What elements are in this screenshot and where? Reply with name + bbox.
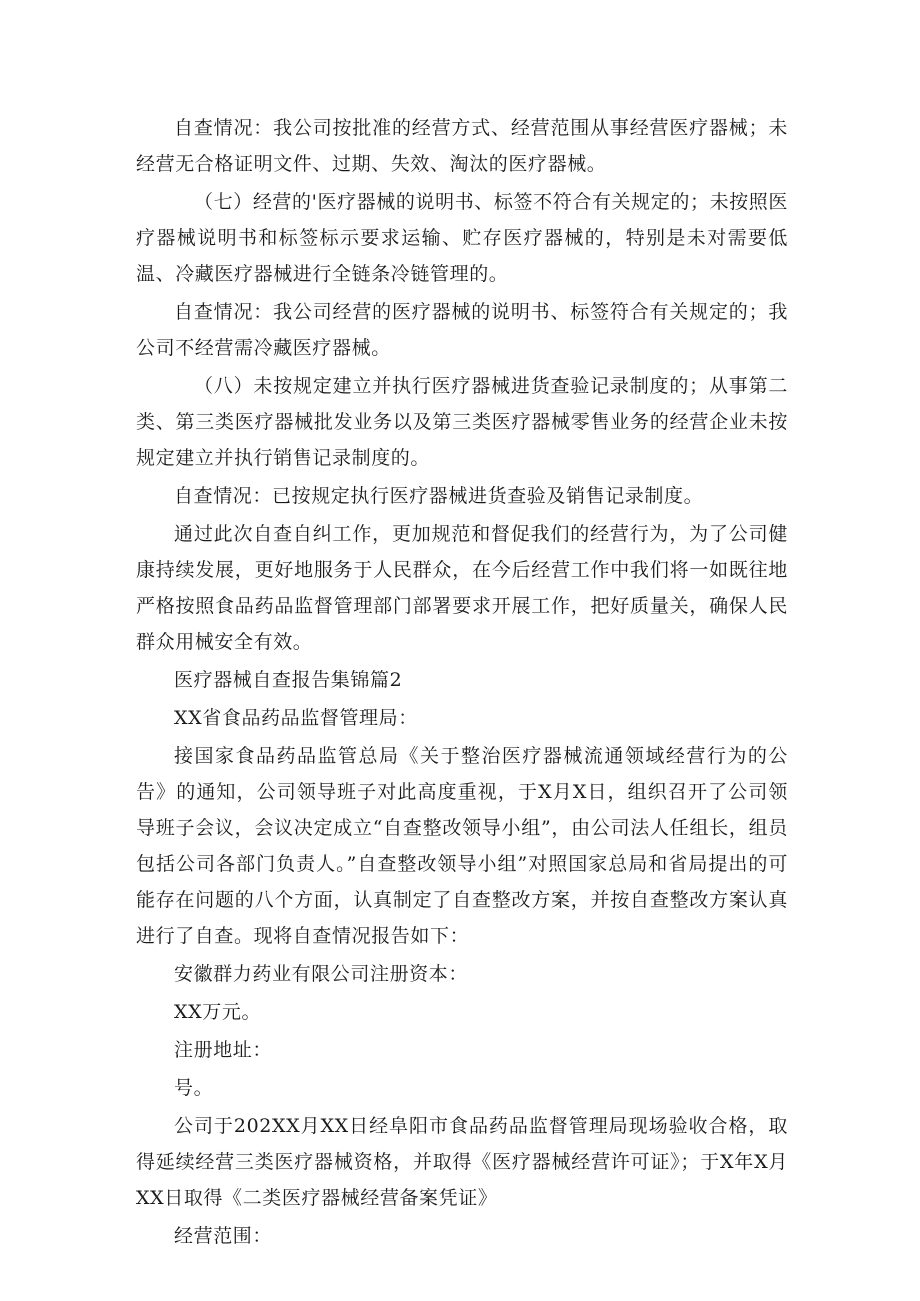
paragraph-self-check-2: 自查情况：我公司经营的医疗器械的说明书、标签符合有关规定的；我公司不经营需冷藏医疗器械。 (136, 301, 788, 359)
document-body (136, 110, 788, 1256)
section-title: 医疗器械自查报告集锦篇2 (174, 669, 403, 691)
paragraph-notice: 接国家食品药品监管总局《关于整治医疗器械流通领域经营行为的公告》的通知，公司领导班子对此高度重视，于X月X日，组织召开了公司领导班子会议，会议决定成立“自查整改领导小组”，由公司法人任组长，组员包括公司各部门负责人。”自查整改领导小组”对照国家总局和省局提出的可能存在问题的八个方面，认真制定了自查整改方案，并按自查整改方案认真进行了自查。现将自查情况报告如下： (136, 745, 788, 947)
paragraph-item-7: （七）经营的'医疗器械的说明书、标签不符合有关规定的；未按照医疗器械说明书和标签标示要求运输、贮存医疗器械的，特别是未对需要低温、冷藏医疗器械进行全链条冷链管理的。 (136, 191, 788, 285)
paragraph-registered-address: 注册地址： (174, 1039, 273, 1061)
paragraph-address-number: 号。 (174, 1077, 214, 1099)
paragraph-self-check-1: 自查情况：我公司按批准的经营方式、经营范围从事经营医疗器械；未经营无合格证明文件、过期、失效、淘汰的医疗器械。 (136, 117, 788, 175)
paragraph-conclusion: 通过此次自查自纠工作，更加规范和督促我们的经营行为，为了公司健康持续发展，更好地服务于人民群众，在今后经营工作中我们将一如既往地严格按照食品药品监督管理部门部署要求开展工作，把好质量关，确保人民群众用械安全有效。 (136, 523, 788, 653)
paragraph-item-8: （八）未按规定建立并执行医疗器械进货查验记录制度的；从事第二类、第三类医疗器械批发业务以及第三类医疗器械零售业务的经营企业未按规定建立并执行销售记录制度的。 (136, 375, 788, 469)
paragraph-license: 公司于202XX月XX日经阜阳市食品药品监督管理局现场验收合格，取得延续经营三类医疗器械资格，并取得《医疗器械经营许可证》；于X年X月XX日取得《二类医疗器械经营备案凭证》 (136, 1115, 788, 1209)
paragraph-self-check-3: 自查情况：已按规定执行医疗器械进货查验及销售记录制度。 (174, 485, 704, 507)
paragraph-business-scope: 经营范围： (174, 1225, 273, 1247)
addressee: XX省食品药品监督管理局： (174, 707, 418, 729)
paragraph-capital-amount: XX万元。 (174, 1001, 262, 1023)
paragraph-registered-capital: 安徽群力药业有限公司注册资本： (174, 963, 469, 985)
